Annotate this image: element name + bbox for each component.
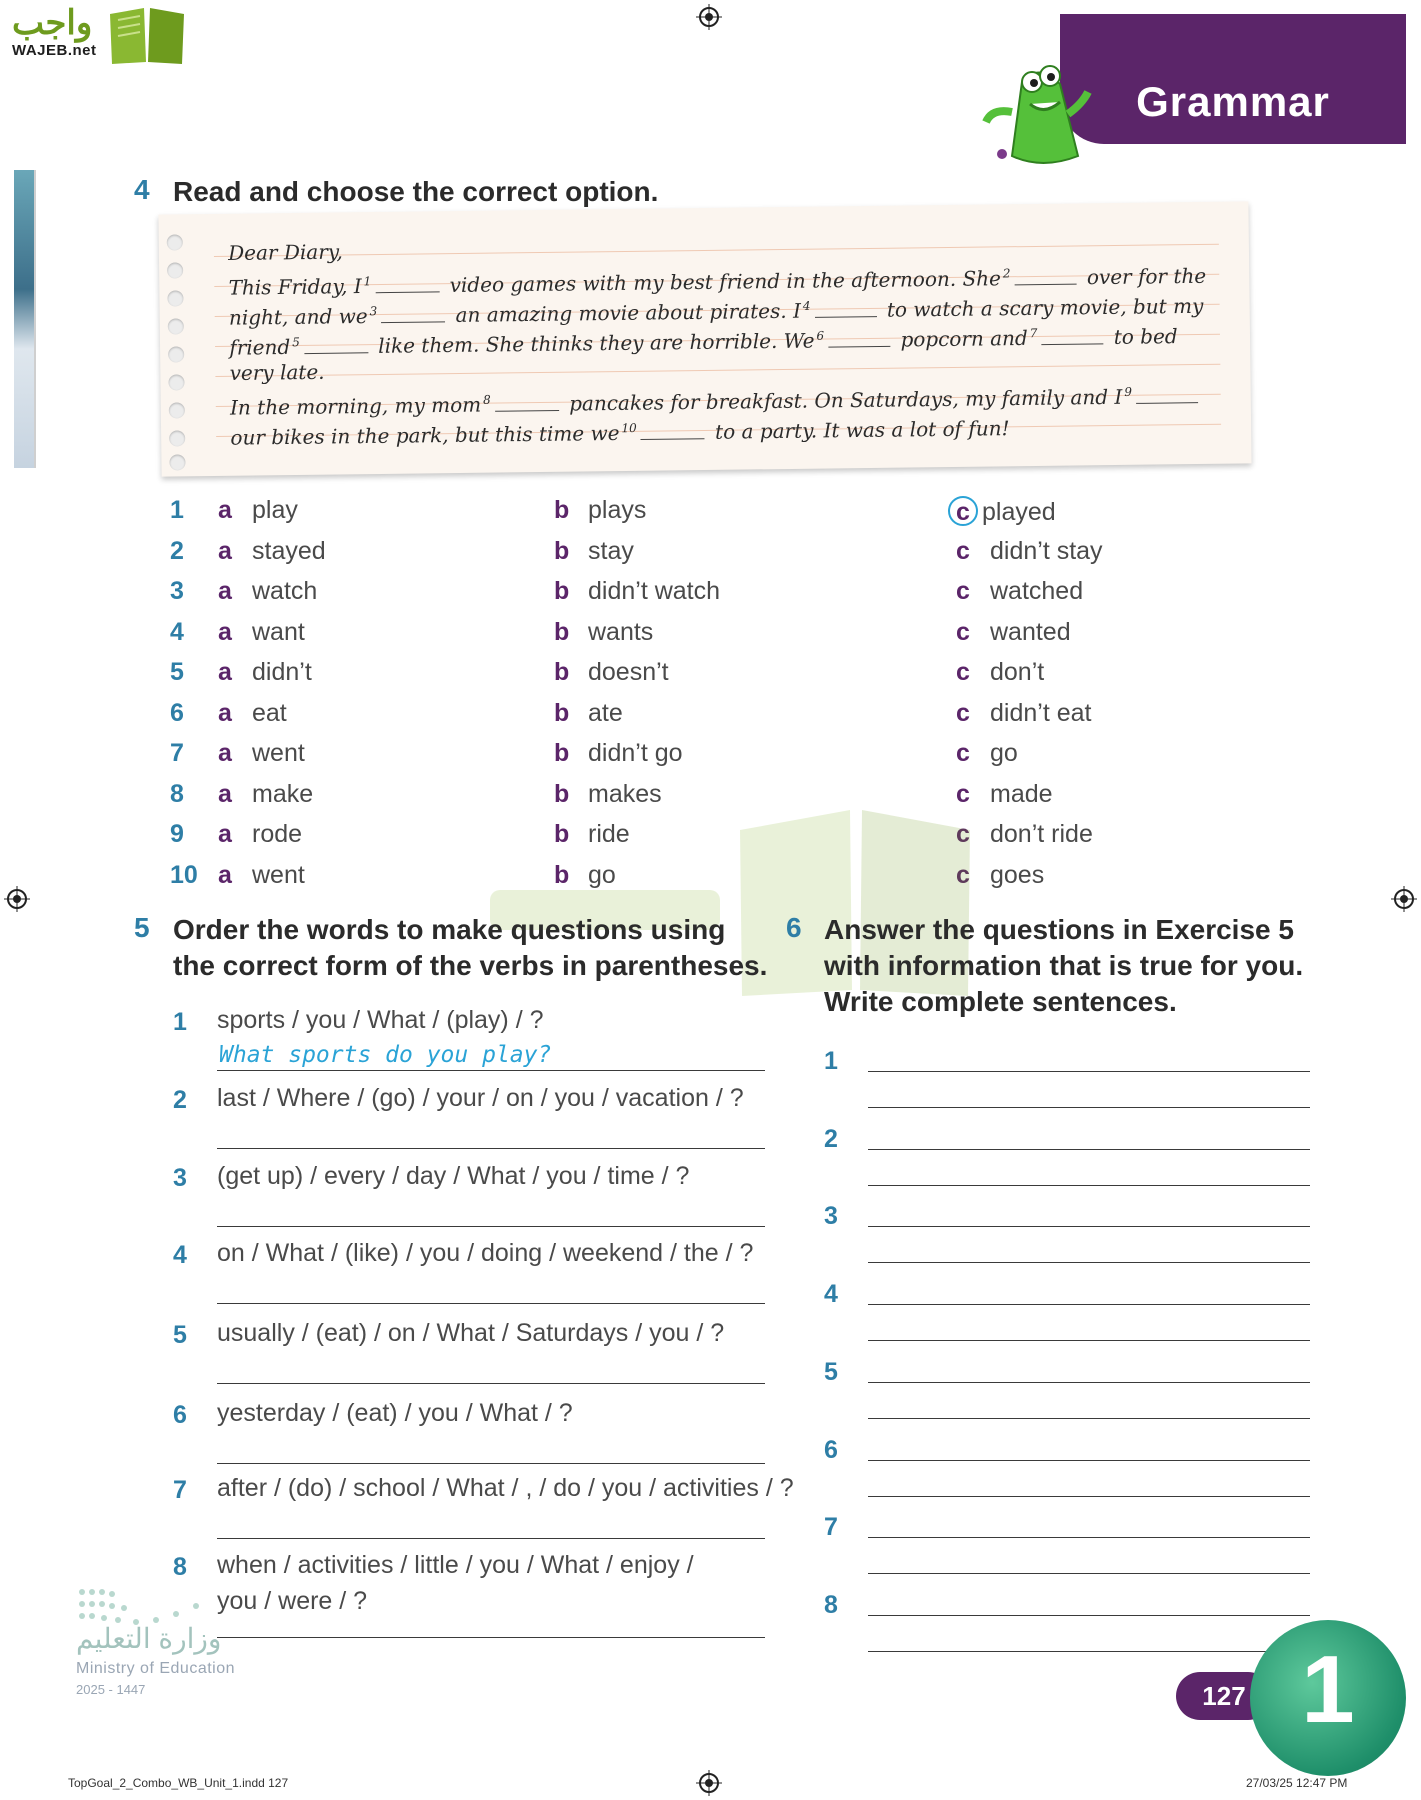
diary-line: friend $^5$ like them. She thinks they are horrible. We $^6$ popcorn and $^7$ to bed [229,324,1178,360]
option-a[interactable] [218,496,298,525]
option-row [170,658,1270,698]
option-letter: c [956,536,970,565]
answer-number: 4 [824,1280,838,1309]
option-number: 3 [170,577,184,605]
option-text: plays [588,496,647,524]
blank-4[interactable] [814,298,876,318]
option-a[interactable] [218,739,305,768]
question-number: 7 [173,1476,187,1504]
answer-number: 2 [824,1124,838,1153]
option-letter: b [554,617,570,646]
answer-line[interactable] [217,1148,765,1149]
exercise-4-title: Read and choose the correct option. [173,176,659,207]
answer-line[interactable] [868,1185,1310,1186]
registration-mark-icon [696,4,722,30]
option-text: ate [588,698,623,727]
option-text: played [982,498,1056,526]
option-b[interactable] [554,699,623,728]
option-b[interactable] [554,780,662,809]
option-letter: a [218,698,232,727]
site-logo[interactable] [12,6,112,59]
option-letter: c [956,658,970,686]
option-letter: c [956,860,970,889]
question-number: 4 [173,1241,187,1269]
option-text: makes [588,779,662,808]
ministry-arabic: وزارة التعليم [76,1623,222,1654]
question-prompt: sports / you / What / (play) / ? [217,1006,544,1034]
option-text: didn’t go [588,739,683,767]
ministry-english: Ministry of Education [76,1660,236,1677]
answer-line[interactable] [868,1226,1310,1227]
option-b[interactable] [554,618,653,647]
option-letter-circled: c [948,496,978,526]
answer-line[interactable] [868,1262,1310,1263]
option-b[interactable] [554,537,634,566]
option-letter: c [956,739,970,767]
option-c[interactable] [956,820,1093,849]
blank-5[interactable] [304,334,368,354]
blank-9[interactable] [1136,384,1198,404]
question-number: 5 [173,1321,187,1349]
diary-line: our bikes in the park, but this time we $^{10}$ to a party. It was a lot of fun! [230,416,1010,450]
answer-line[interactable] [868,1340,1310,1341]
option-letter: a [218,820,232,848]
option-letter: a [218,860,232,889]
option-letter: b [554,779,570,808]
example-answer: What sports do you play? [219,1042,552,1068]
option-c[interactable] [956,780,1053,809]
option-letter: b [554,496,570,524]
option-text: don’t [990,658,1045,686]
registration-mark-icon [696,1770,722,1796]
option-text: made [990,779,1053,808]
option-letter: c [956,820,970,848]
answer-line[interactable] [217,1070,765,1071]
option-text: watch [252,577,318,605]
option-text: stayed [252,536,326,565]
exercise-6-title: Answer the questions in Exercise 5 with information that is true for you. Write complete sentences. [824,914,1304,1017]
option-number: 2 [170,536,184,565]
ministry-logo [76,1576,276,1697]
option-letter: b [554,860,570,889]
option-text: didn’t eat [990,698,1092,727]
option-text: go [588,860,616,889]
option-letter: a [218,779,232,808]
unit-number: 1 [1301,1636,1355,1743]
option-number: 7 [170,739,184,767]
option-a[interactable] [218,537,326,566]
answer-line[interactable] [868,1651,1310,1652]
answer-number: 5 [824,1357,838,1386]
answer-line[interactable] [868,1615,1310,1616]
answer-number: 3 [824,1202,838,1231]
answer-line[interactable] [868,1418,1310,1419]
option-letter: b [554,658,570,686]
page-number: 127 [1176,1672,1272,1720]
option-text: eat [252,698,287,727]
previous-page-strip [14,170,36,468]
option-c[interactable] [956,861,1044,890]
option-text: went [252,739,305,767]
option-letter: a [218,577,232,605]
option-letter: a [218,739,232,767]
blank-2[interactable] [1014,265,1076,285]
option-number: 6 [170,698,184,727]
option-letter: c [956,577,970,605]
answer-line[interactable] [217,1383,765,1384]
exercise-5-title: Order the words to make questions using the correct form of the verbs in parentheses. [173,914,768,981]
blank-10[interactable] [641,420,705,440]
answer-line[interactable] [217,1463,765,1464]
mascot-icon [982,52,1092,172]
option-c[interactable] [956,739,1018,768]
question-prompt: after / (do) / school / What / , / do / you / activities / ? [217,1474,794,1502]
diary-line: This Friday, I $^1$ video games with my best friend in the afternoon. She $^2$ over for the [228,263,1207,300]
option-letter: b [554,577,570,605]
registration-mark-icon [4,886,30,912]
option-a[interactable] [218,861,305,890]
question-prompt: yesterday / (eat) / you / What / ? [217,1399,573,1427]
option-c[interactable] [956,658,1044,687]
option-text: ride [588,820,630,848]
option-b[interactable] [554,739,683,768]
exercise-5-number: 5 [134,912,150,943]
option-letter: a [218,536,232,565]
answer-line[interactable] [868,1460,1310,1461]
ministry-year: 2025 - 1447 [76,1682,146,1697]
option-text: watched [990,577,1084,605]
logo-arabic: واجب [12,4,93,42]
option-text: goes [990,860,1045,889]
option-letter: a [218,617,232,646]
option-number: 9 [170,820,184,848]
option-row [170,861,1270,901]
option-c[interactable] [956,699,1091,728]
option-row [170,618,1270,658]
option-text: doesn’t [588,658,669,686]
option-number: 1 [170,496,184,524]
option-letter: c [956,617,970,646]
answer-number: 8 [824,1590,838,1619]
option-c[interactable] [956,618,1071,647]
answer-line[interactable] [868,1107,1310,1108]
option-row [170,820,1270,860]
option-text: didn’t [252,658,312,686]
option-text: stay [588,536,634,565]
option-c[interactable] [956,577,1083,606]
blank-3[interactable] [381,303,445,323]
answer-line[interactable] [217,1637,765,1638]
option-text: wants [588,617,654,646]
option-text: don’t ride [990,820,1093,848]
option-a[interactable] [218,658,312,687]
blank-8[interactable] [495,392,559,412]
diary-line: Dear Diary, [228,239,343,265]
question-prompt: on / What / (like) / you / doing / weekend / the / ? [217,1239,754,1267]
option-letter: b [554,739,570,767]
book-logo-icon [106,4,188,66]
option-b[interactable] [554,861,616,890]
option-text: play [252,496,298,524]
answer-line[interactable] [868,1304,1310,1305]
question-prompt: usually / (eat) / on / What / Saturdays / you / ? [217,1319,725,1347]
question-number: 3 [173,1164,187,1192]
option-a[interactable] [218,577,317,606]
question-number: 1 [173,1008,187,1036]
question-prompt: (get up) / every / day / What / you / time / ? [217,1162,690,1190]
question-number: 8 [173,1553,187,1581]
option-row [170,577,1270,617]
answer-line[interactable] [217,1538,765,1539]
answer-line[interactable] [868,1573,1310,1574]
option-letter: c [956,779,970,808]
option-number: 10 [170,860,198,889]
section-title: Grammar [1136,78,1330,125]
option-letter: a [218,658,232,686]
option-number: 4 [170,617,184,646]
registration-mark-icon [1391,886,1417,912]
blank-6[interactable] [828,328,890,348]
logo-english: WAJEB.net [12,42,97,59]
option-text: rode [252,820,303,848]
answer-line[interactable] [868,1537,1310,1538]
question-number: 6 [173,1401,187,1429]
diary-line: In the morning, my mom $^8$ pancakes for breakfast. On Saturdays, my family and I $^9$ [230,376,1230,418]
option-number: 5 [170,658,184,686]
answer-line[interactable] [868,1071,1310,1072]
diary-line: very late. [229,359,325,385]
option-b[interactable] [554,577,720,606]
diary-line: night, and we $^3$ an amazing movie about pirates. I $^4$ to watch a scary movie, but my [228,293,1204,330]
exercise-4-number: 4 [134,174,150,205]
option-row [170,780,1270,820]
file-slug: TopGoal_2_Combo_WB_Unit_1.indd 127 [68,1776,289,1790]
option-b[interactable] [554,496,646,525]
answer-line[interactable] [217,1226,765,1227]
option-b[interactable] [554,658,669,687]
option-a[interactable] [218,699,287,728]
option-letter: c [956,698,970,727]
option-row [170,496,1270,536]
option-row [170,537,1270,577]
answer-number: 1 [824,1047,838,1075]
option-a[interactable] [218,780,313,809]
option-c[interactable] [956,496,1056,527]
option-text: didn’t stay [990,536,1103,565]
answer-line[interactable] [868,1496,1310,1497]
option-text: went [252,860,305,889]
answer-number: 7 [824,1513,838,1542]
option-b[interactable] [554,820,630,849]
option-text: want [252,617,305,646]
option-a[interactable] [218,820,302,849]
option-letter: a [218,496,232,524]
exercise-6-number: 6 [786,912,802,943]
option-text: didn’t watch [588,577,721,605]
answer-line[interactable] [868,1382,1310,1383]
blank-7[interactable] [1041,325,1103,345]
answer-line[interactable] [868,1149,1310,1150]
option-number: 8 [170,779,184,808]
question-prompt: last / Where / (go) / your / on / you / vacation / ? [217,1084,744,1112]
option-text: make [252,779,314,808]
answer-line[interactable] [217,1303,765,1304]
diary-text [228,226,1230,448]
question-prompt: when / activities / little / you / What / enjoy / you / were / ? [217,1551,694,1615]
option-row [170,739,1270,779]
answer-number: 6 [824,1435,838,1464]
option-text: go [990,739,1018,767]
option-letter: b [554,820,570,848]
option-letter: b [554,698,570,727]
option-c[interactable] [956,537,1103,566]
option-a[interactable] [218,618,305,647]
blank-1[interactable] [375,273,439,293]
option-row [170,699,1270,739]
question-number: 2 [173,1086,187,1114]
option-text: wanted [990,617,1071,646]
option-letter: b [554,536,570,565]
print-date: 27/03/25 12:47 PM [1246,1776,1348,1790]
